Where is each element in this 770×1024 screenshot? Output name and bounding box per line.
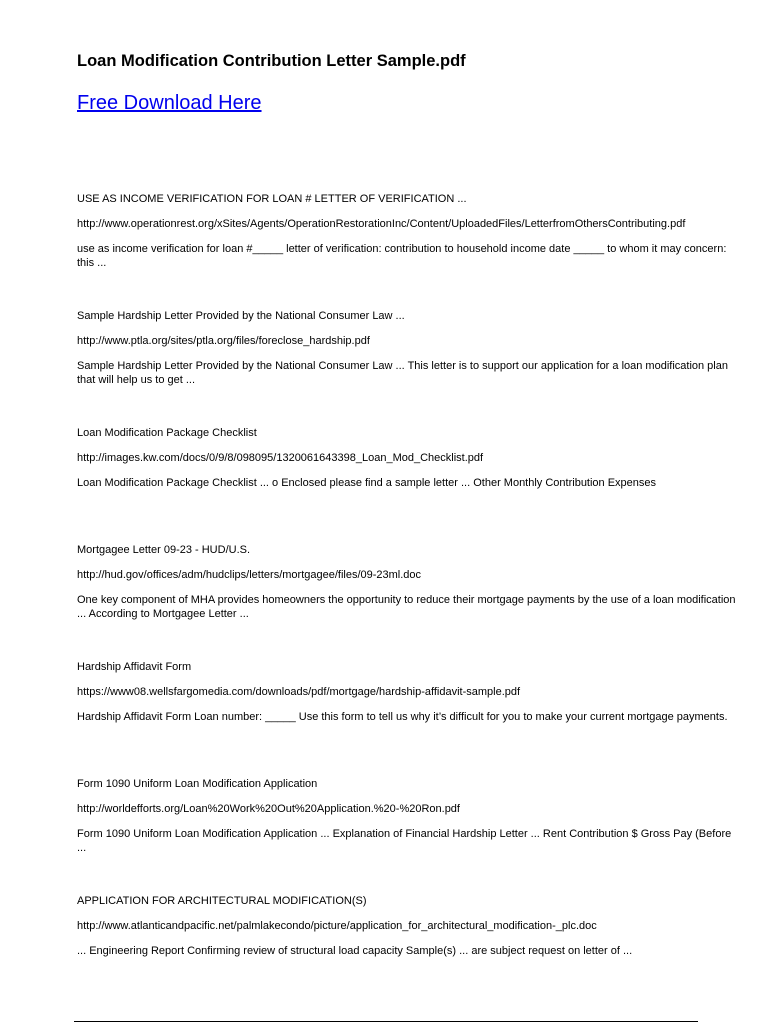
search-result <box>77 192 737 309</box>
result-snippet: Sample Hardship Letter Provided by the National Consumer Law ... This letter is to support our application for a loan modification plan that will help us to get ... <box>77 360 728 386</box>
result-title: Mortgagee Letter 09-23 - HUD/U.S. <box>77 544 251 556</box>
result-snippet: One key component of MHA provides homeowners the opportunity to reduce their mortgage payments by the use of a loan modification ... According to Mortgagee Letter ... <box>77 594 736 620</box>
search-result <box>77 309 737 426</box>
result-title: Sample Hardship Letter Provided by the National Consumer Law ... <box>77 310 405 322</box>
result-snippet: Loan Modification Package Checklist ... o Enclosed please find a sample letter ... Other Monthly Contribution Expenses <box>77 477 657 489</box>
search-result <box>77 660 737 777</box>
document-title: Loan Modification Contribution Letter Sample.pdf <box>77 52 466 70</box>
result-snippet: ... Engineering Report Confirming review of structural load capacity Sample(s) ... are subject request on letter of ... <box>77 945 633 957</box>
result-url: http://www.atlanticandpacific.net/palmlakecondo/picture/application_for_architectural_modification-_plc.doc <box>77 920 597 932</box>
result-url: http://www.operationrest.org/xSites/Agents/OperationRestorationInc/Content/UploadedFiles/LetterfromOthersContributing.pdf <box>77 218 686 230</box>
result-title: Loan Modification Package Checklist <box>77 427 257 439</box>
result-title: Form 1090 Uniform Loan Modification Application <box>77 778 318 790</box>
result-snippet: Hardship Affidavit Form Loan number: _____ Use this form to tell us why it’s difficult for you to make your current mortgage payments. <box>77 711 728 723</box>
result-url: http://images.kw.com/docs/0/9/8/098095/1320061643398_Loan_Mod_Checklist.pdf <box>77 452 484 464</box>
result-snippet: Form 1090 Uniform Loan Modification Application ... Explanation of Financial Hardship Letter ... Rent Contribution $ Gross Pay (Before ... <box>77 828 732 854</box>
free-download-link[interactable]: Free Download Here <box>77 92 262 114</box>
search-result <box>77 543 737 660</box>
result-url: http://worldefforts.org/Loan%20Work%20Out%20Application.%20-%20Ron.pdf <box>77 803 460 815</box>
search-result <box>77 777 737 894</box>
search-result <box>77 894 737 1011</box>
result-title: USE AS INCOME VERIFICATION FOR LOAN # LETTER OF VERIFICATION ... <box>77 193 467 205</box>
search-results-list <box>77 192 737 1011</box>
search-result <box>77 426 737 543</box>
result-url: https://www08.wellsfargomedia.com/downloads/pdf/mortgage/hardship-affidavit-sample.pdf <box>77 686 521 698</box>
footer-divider <box>74 1021 698 1022</box>
result-url: http://www.ptla.org/sites/ptla.org/files/foreclose_hardship.pdf <box>77 335 370 347</box>
result-snippet: use as income verification for loan #_____ letter of verification: contribution to household income date _____ to whom it may concern: this ... <box>77 243 727 269</box>
result-title: APPLICATION FOR ARCHITECTURAL MODIFICATION(S) <box>77 895 367 907</box>
result-title: Hardship Affidavit Form <box>77 661 192 673</box>
result-url: http://hud.gov/offices/adm/hudclips/letters/mortgagee/files/09-23ml.doc <box>77 569 422 581</box>
